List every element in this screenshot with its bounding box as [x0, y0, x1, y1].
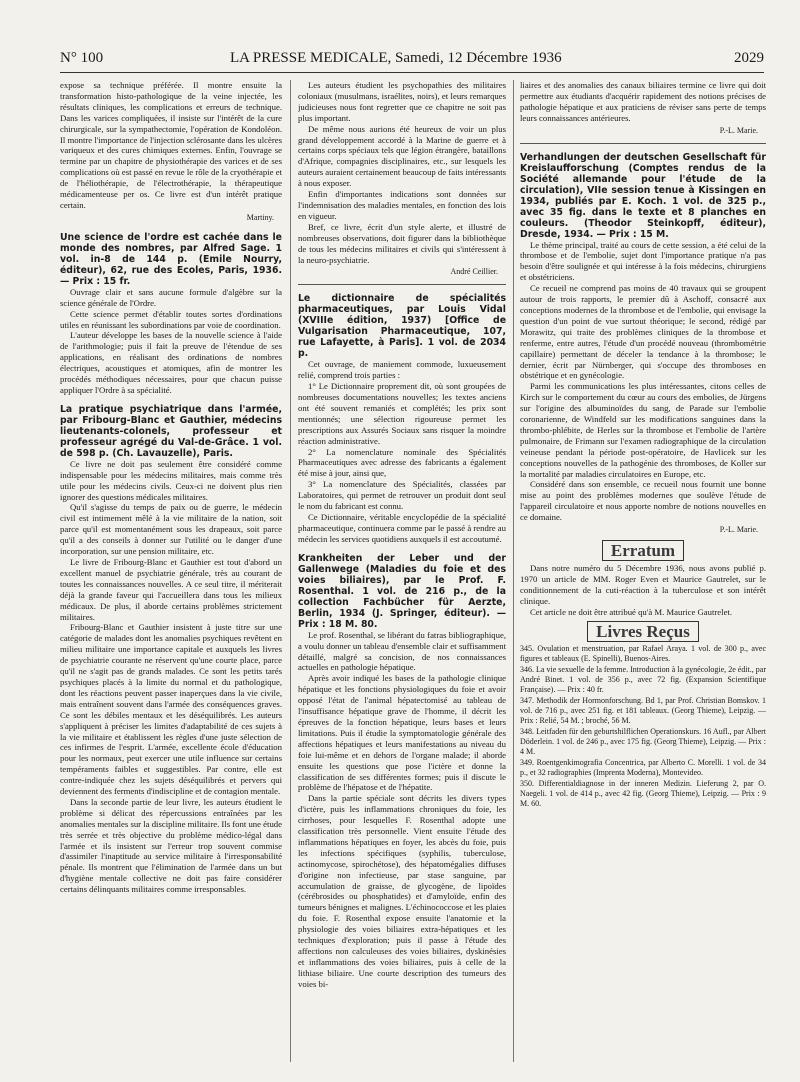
erratum-title: [520, 541, 766, 560]
paragraph: 1° Le Dictionnaire proprement dit, où sont groupées de nombreuses documentations nouvelles; les textes anciens ont été souvent remaniés et complétés; les prix sont mentionnés; une sélection rigoureuse permet les prescriptions aux Assurés Sociaux sans risquer la moindre réaction administrative.: [298, 381, 506, 446]
paragraph: Les auteurs étudient les psychopathies des militaires coloniaux (musulmans, israélites, noirs), et leurs remarques judicieuses nous font regretter que ce chapitre ne soit pas plus important.: [298, 80, 506, 123]
paragraph: Bref, ce livre, écrit d'un style alerte, et illustré de nombreuses observations, doit figurer dans la bibliothèque de tous les médecins militaires et civils qui s'intéressent à la neuro-psychiatrie.: [298, 221, 506, 265]
book-entry: 345. Ovulation et menstruation, par Rafael Araya. 1 vol. de 300 p., avec figures et tableaux (E. Spinelli), Buenos-Aires.: [520, 644, 766, 664]
paragraph: Qu'il s'agisse du temps de paix ou de guerre, le médecin civil est intimement mêlé à la vie militaire de la nation, soit parce qu'il est momentanément sous les drapeaux, soit parce qu'il a des conseils à donner sur l'utilité ou le danger d'une incorporation, sur une pension militaire, etc.: [60, 502, 282, 557]
book-entry: 349. Roentgenkimografia Concentrica, par Alberto C. Morelli. 1 vol. de 34 p., et 32 radiographies (Imprenta Moderna), Montevideo.: [520, 758, 766, 778]
reviewer-signature: Martiny.: [246, 212, 274, 222]
paragraph: Après avoir indiqué les bases de la pathologie clinique hépatique et les fonctions physiologiques du foie et avoir opposé l'état de l'animal hépatectomisé au tableau de l'insuffisance hépatique grave de l'homme, il décrit les épreuves de la fonction hépatique, leurs bases et leurs limitations. Puis il étudie la symptomatologie générale des affections hépatiques et leurs manifestations au niveau du foie lui-même et en dehors de l'organe malade; il aborde ensuite les questions que pose l'ictère et donne la classification de ses différentes formes; puis il discute le problème de l'hépatose et de l'hépatite.: [298, 673, 506, 793]
paragraph: De même nous aurions été heureux de voir un plus grand développement accordé à la Marine de guerre et à certains corps spéciaux tels que légion étrangère, bataillons d'Afrique, compagnies disciplinaires, etc., sur lesquels les auteurs auraient certainement beaucoup de faits intéressants à nous exposer.: [298, 123, 506, 189]
paragraph: Le prof. Rosenthal, se libérant du fatras bibliographique, a voulu donner un tableau d'ensemble clair et suffisamment détaillé, malgré sa concision, de nos connaissances actuelles en pathologie hépatique.: [298, 629, 506, 673]
divider: [298, 284, 506, 285]
book-entry: 346. La vie sexuelle de la femme. Introduction à la gynécologie, 2e édit., par André Binet. 1 vol. de 356 p., avec 72 fig. (Expansion Scientifique Française). — Prix : 40 fr.: [520, 665, 766, 695]
paragraph: Parmi les communications les plus intéressantes, citons celles de Kirch sur le comportement du cœur au cours des embolies, de Jürgens sur l'origine des albuminoïdes du sang, de Parade sur l'embolie coronarienne, de Windfeld sur les modifications sanguines dans la thrombo-phlébite, de Herles sur la thrombose et l'embolie de l'artère pulmonaire, de Frimann sur l'examen radiographique de la circulation veineuse pendant la période post-opératoire, de Havlicek sur les conceptions nouvelles de la pathogénie des thromboses, de Koller sur la mortalité par maladies circulatoires en Europe, etc.: [520, 381, 766, 479]
paragraph: Cet ouvrage, de maniement commode, luxueusement relié, comprend trois parties :: [298, 359, 506, 381]
paragraph: Considéré dans son ensemble, ce recueil nous fournit une bonne mise au point des problèmes modernes que soulève l'étude de l'appareil circulatoire et nous apporte nombre de notions nouvelles en ce domaine.: [520, 479, 766, 523]
paragraph: Cette science permet d'établir toutes sortes d'ordinations utiles en réunissant les subordinations par voie de coordination.: [60, 308, 282, 330]
page-header: [60, 48, 764, 73]
paragraph: liaires et des anomalies des canaux biliaires termine ce livre qui doit permettre aux étudiants d'acquérir rapidement des notions précises de pathologie hépatique et aux praticiens de réviser sans perte de temps leurs connaissances antérieures.: [520, 80, 766, 123]
book-entry: 348. Leitfaden für den geburtshilflichen Operationskurs. 16 Aufl., par Albert Döderlein. 1 vol. de 246 p., avec 175 fig. (Georg Thieme), Leipzig. — Prix : 4 M.: [520, 727, 766, 757]
review-heading: Krankheiten der Leber und der Gallenwege (Maladies du foie et des voies biliaires), par le Prof. F. Rosenthal. 1 vol. de 216 p., de la collection Fachbücher für Aerzte, Berlin, 1934 (J. Springer, éditeur). — Prix : 18 M. 80.: [298, 552, 506, 630]
paragraph: Ce recueil ne comprend pas moins de 40 travaux qui se groupent autour de trois rapports, le premier dû à Aschoff, consacré aux conceptions modernes de la thrombose et de l'embolie, qui envisage la question d'un point de vue surtout théorique; le second, rédigé par Morawitz, qui traite des problèmes cliniques de la thrombose et renferme, entre autres, l'étude d'un procédé nouveau (thrombométrie capillaire) permettant de déceler la tendance à la thrombose; le dernier, écrit par Nürnberger, qui s'occupe des thromboses en obstétrique et en gynécologie.: [520, 283, 766, 381]
reviewer-signature: P.-L. Marie.: [719, 525, 758, 535]
book-entry: 347. Methodik der Hormonforschung. Bd 1, par Prof. Christian Bomskov. 1 vol. de 716 p., avec 251 fig. et 181 tableaux. (Georg Thieme), Leipzig. — Prix : Relié, 54 M. ; broché, 56 M.: [520, 696, 766, 726]
paragraph: Enfin d'importantes indications sont données sur l'indemnisation des maladies mentales, en fonction des lois en vigueur.: [298, 189, 506, 221]
paragraph: Ce Dictionnaire, véritable encyclopédie de la spécialité pharmaceutique, continuera comme par le passé à rendre au médecin les services quotidiens auxquels il est accoutumé.: [298, 512, 506, 544]
paragraph: L'auteur développe les bases de la nouvelle science à l'aide de l'arithmologie; puis il fait la preuve de l'étendue de ses applications, en réalisant des ordinations de nombres électriques, acoustiques et atomiques, afin de montrer les procédés méthodiques nécessaires, pour que chacun puisse appliquer l'Ordre à sa spécialité.: [60, 330, 282, 395]
column-2: [298, 80, 506, 1074]
book-entry: 350. Differentialdiagnose in der inneren Medizin. Lieferung 2, par O. Naegeli. 1 vol. de 414 p., avec 42 fig. (Georg Thieme), Leipzig. — Prix : 9 M. 60.: [520, 779, 766, 809]
paragraph: Dans la partie spéciale sont décrits les divers types d'ictère, puis les inflammations chroniques du foie, les cirrhoses, pour lesquelles F. Rosenthal adopte une classification très personnelle. Vient ensuite l'étude des inflammations hépatiques en foyer, les abcès du foie, puis les infections spécifiques (syphilis, tuberculose, actinomycose, spirochétose), des hépatomégalies diffuses d'origine non infectieuse, par stase sanguine, par accumulation de graisse, de glycogène, de lipoïdes (cérébrosides ou phosphatides) et d'amyloïde, enfin des tumeurs bénignes et malignes. L'échinococcose et les plaies du foie. F. Rosenthal expose ensuite l'anatomie et la physiologie des voies biliaires extra-hépatiques et les techniques d'exploration; puis il passe à l'étude des affections non calculeuses des voies biliaires, dyskinésies et inflammations des voies biliaires, puis à celle de la lithiase biliaire. Une courte description des tumeurs des voies bi-: [298, 793, 506, 989]
paragraph: Fribourg-Blanc et Gauthier insistent à juste titre sur une catégorie de malades dont les anomalies psychiques revêtent en milieu militaire une importance capitale et auxquels les livres de psychiatrie courante ne réservent qu'une courte place, parce qu'il ne s'agit pas de grands malades. Ce sont les petits tarés psychiques placés à la limite du normal et du pathologique, dont les réactions peuvent passer inaperçues dans la vie civile, mais entraînent souvent dans l'armée des conséquences graves. Ce sont les débiles mentaux et les déséquilibrés. Les auteurs s'appliquent à préciser les limites d'adaptabilité de ces sujets à la vie militaire et établissent les règles d'une juste sélection de ces infirmes de l'esprit. L'armée, excellente école d'éducation pour les normaux, peut exercer une utile influence sur certains tempéraments faibles et suggestibles. Par contre, elle est contre-indiquée chez les sujets déséquilibrés et pervers qui deviennent des ferments d'indiscipline et de contagion mentale.: [60, 622, 282, 797]
paragraph: Dans la seconde partie de leur livre, les auteurs étudient le problème si délicat des répercussions entraînées par les anomalies mentales sur la discipline militaire. Ils font une étude très serrée et très objective du problème médico-légal dans l'armée et ils insistent sur l'erreur trop souvent commise d'assimiler l'inaptitude au service militaire à l'irresponsabilité pénale. Ils montrent que l'élimination de l'armée dans un but d'hygiène mentale collective ne doit pas faire considérer certains délinquants militaires comme irresponsables.: [60, 796, 282, 895]
paragraph: Ouvrage clair et sans aucune formule d'algèbre sur la science générale de l'Ordre.: [60, 286, 282, 308]
review-heading: Une science de l'ordre est cachée dans le monde des nombres, par Alfred Sage. 1 vol. in-8 de 144 p. (Emile Nourry, éditeur), 62, rue des Ecoles, Paris, 1936. — Prix : 15 fr.: [60, 231, 282, 287]
column-1: [60, 80, 282, 1074]
paragraph: expose sa technique préférée. Il montre ensuite la transformation histo-pathologique de la veine injectée, les résultats cliniques, les complications et erreurs de technique. Dans les varices compliquées, il insiste sur l'intérêt de la cure chirurgicale, sur la sympathectomie, l'opération de Kondoléon. Il montre l'importance de l'injection sclérosante dans les ulcères variqueux et des cures chimiques externes. Enfin, l'ouvrage se termine par un chapitre de physiothérapie des varices et de ses complications où est passé en revue le rôle de la cryothérapie et de l'héliothérapie, de l'électrothérapie, la thérapeutique médicamenteuse per os. Ce livre est d'un intérêt pratique certain.: [60, 80, 282, 210]
erratum-title-text: Erratum: [602, 540, 684, 561]
paragraph: Cet article ne doit être attribué qu'à M. Maurice Gautrelet.: [530, 606, 733, 617]
divider: [520, 143, 766, 144]
paragraph: Le livre de Fribourg-Blanc et Gauthier est tout d'abord un excellent manuel de psychiatrie générale, très au courant de toutes les connaissances nouvelles. A ce seul titre, il mériterait déjà la grande faveur qui l'accueillera dans tous les milieux médicaux. De plus, il aborde certains problèmes strictement militaires.: [60, 557, 282, 622]
column-3: [520, 80, 766, 1074]
books-received-title-text: Livres Reçus: [587, 621, 699, 642]
reviewer-signature: André Ceillier.: [450, 267, 498, 277]
paragraph: Le thème principal, traité au cours de cette session, a été celui de la thrombose et de l'embolie, sujet dont l'importance pratique n'a pas besoin d'être soulignée et qui intéresse à la fois médecins, chirurgiens et obstétriciens.: [520, 239, 766, 283]
paragraph: Dans notre numéro du 5 Décembre 1936, nous avons publié p. 1970 un article de MM. Roger Even et Maurice Gautrelet, sur le conditionnement de la cuti-réaction à la tuberculose et son intérêt clinique.: [520, 562, 766, 606]
paragraph: 2° La nomenclature nominale des Spécialités Pharmaceutiques avec adresse des fabricants a également été mise à jour, ainsi que,: [298, 446, 506, 479]
paragraph: Ce livre ne doit pas seulement être considéré comme indispensable pour les médecins militaires, mais comme très utile pour les médecins civils. Ceux-ci ne doivent plus rien ignorer des questions médicales militaires.: [60, 458, 282, 502]
page-number: 2029: [734, 50, 764, 66]
review-heading: Verhandlungen der deutschen Gesellschaft für Kreislaufforschung (Comptes rendus de la Société allemande pour l'étude de la circulation), VIIe session tenue à Kissingen en 1934, publiés par E. Koch. 1 vol. de 325 p., avec 35 fig. dans le texte et 8 planches en couleurs. (Theodor Steinkopff, éditeur), Dresde, 1934. — Prix : 15 M.: [520, 151, 766, 240]
journal-title: LA PRESSE MEDICALE, Samedi, 12 Décembre 1936: [230, 50, 562, 66]
reviewer-signature: P.-L. Marie.: [719, 125, 758, 135]
paragraph: 3° La nomenclature des Spécialités, classées par Laboratoires, qui permet de retrouver un produit dont seul le nom du fabricant est connu.: [298, 479, 506, 512]
column-divider: [513, 80, 514, 1062]
issue-number: N° 100: [60, 50, 104, 66]
review-heading: La pratique psychiatrique dans l'armée, par Fribourg-Blanc et Gauthier, médecins lieutenants-colonels, professeur et professeur agrégé du Val-de-Grâce. 1 vol. de 598 p. (Ch. Lavauzelle), Paris.: [60, 403, 282, 459]
review-heading: Le dictionnaire de spécialités pharmaceutiques, par Louis Vidal (XVIIIe édition, 1937) [Office de Vulgarisation Pharmaceutique, 107, rue Lafayette, à Paris]. 1 vol. de 2034 p.: [298, 293, 506, 360]
column-divider: [290, 80, 291, 1062]
books-received-title: [520, 622, 766, 642]
